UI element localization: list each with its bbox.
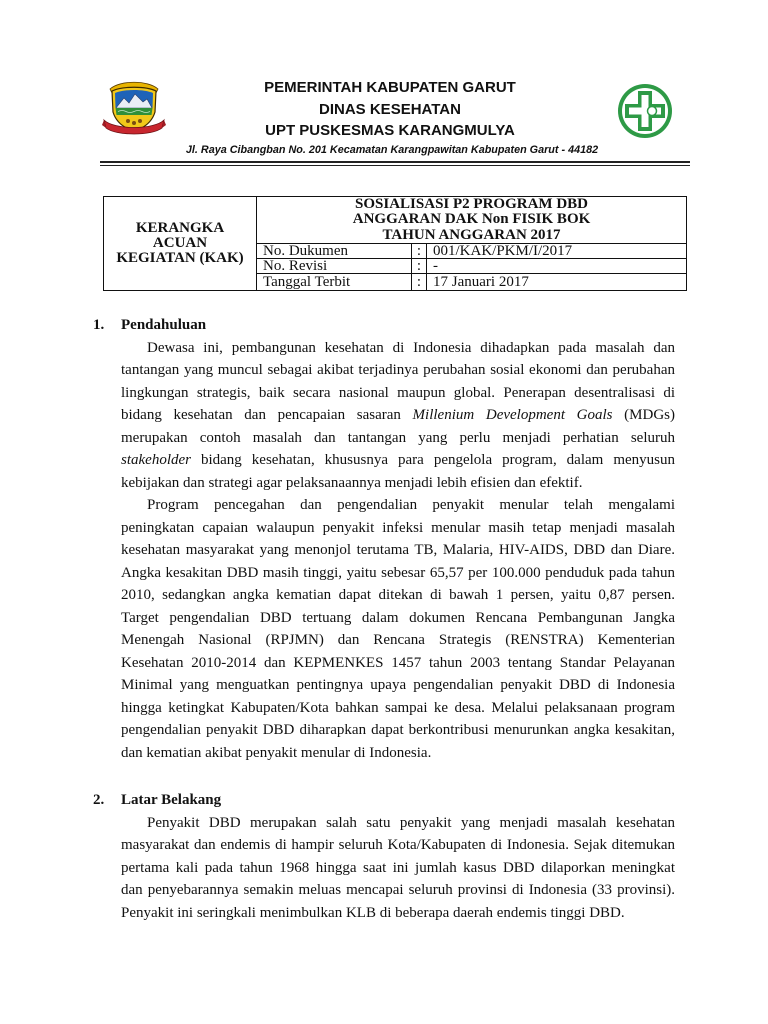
paragraph-line: Penyakit ini seringkali menimbulkan KLB di beberapa daerah endemis tinggi DBD. xyxy=(121,904,625,921)
document-type-line: KERANGKA xyxy=(135,219,225,236)
section-number: 2. xyxy=(93,792,105,808)
paragraph-line xyxy=(121,449,675,472)
government-name: PEMERINTAH KABUPATEN GARUT xyxy=(264,79,516,96)
document-type-cell xyxy=(104,197,257,291)
paragraph-line: dan kematian akibat penyakit menular di Indonesia. xyxy=(121,744,432,761)
paragraph-line: kebijakan dan strategi agar pelaksanaannya menjadi lebih efisien dan efektif. xyxy=(121,474,583,491)
section-pendahuluan xyxy=(90,314,690,764)
text-run: bidang kesehatan, khususnya para pengelola program, dalam menyusun xyxy=(190,452,675,468)
section-title: Pendahuluan xyxy=(121,317,207,333)
paragraph-line: pertama kali pada tahun 1968 hingga saat ini jumlah kasus DBD dilaporkan meningkat xyxy=(121,859,675,876)
section-number: 1. xyxy=(93,317,105,333)
department-name: DINAS KESEHATAN xyxy=(319,101,461,118)
document-number-value: 001/KAK/PKM/I/2017 xyxy=(427,243,687,258)
paragraph-line: pengendalian penyakit DBD diharapkan dapat berkontribusi menurunkan angka kesakitan, xyxy=(121,722,675,738)
paragraph-line: Minimal yang menguatkan pentingnya upaya pengendalian penyakit DBD di Indonesia xyxy=(121,677,675,693)
document-type-line: KEGIATAN (KAK) xyxy=(116,249,244,266)
paragraph-line: Menengah Nasional (RPJMN) dan Rencana Strategis (RENSTRA) Kementerian xyxy=(121,632,675,648)
separator: : xyxy=(412,243,427,258)
paragraph-line: Target pengendalian DBD tertuang dalam dokumen Rencana Pembangunan Jangka xyxy=(121,609,675,626)
paragraph-line: Dewasa ini, pembangunan kesehatan di Indonesia dihadapkan pada masalah dan xyxy=(147,339,675,356)
activity-title-line: TAHUN ANGGARAN 2017 xyxy=(382,226,561,243)
paragraph xyxy=(121,337,675,495)
revision-label: No. Revisi xyxy=(257,258,412,273)
paragraph-line: dan penyebarannya semakin meluas mencapai seluruh provinsi di Indonesia (33 provinsi). xyxy=(121,882,675,898)
paragraph-line: 2010, sedangkan angka kematian dapat ditekan di bawah 1 persen, yaitu 0,87 persen. xyxy=(121,587,675,603)
paragraph-line: Angka kesakitan DBD masih tinggi, yaitu sebesar 65,57 per 100.000 penduduk pada tahun xyxy=(121,564,675,581)
paragraph xyxy=(121,812,675,925)
section-heading xyxy=(90,314,690,337)
letterhead-rule-thick xyxy=(100,161,690,163)
issue-date-label: Tanggal Terbit xyxy=(257,273,412,290)
paragraph-line: tantangan yang muncul sebagai akibat terjadinya perubahan sosial ekonomi dan perubahan xyxy=(121,362,675,378)
logo-emblem xyxy=(648,107,657,116)
activity-title-line: ANGGARAN DAK Non FISIK BOK xyxy=(352,211,591,228)
letterhead-rule-thin xyxy=(100,165,690,166)
section-latar-belakang xyxy=(90,789,690,924)
section-heading xyxy=(90,789,690,812)
paragraph-line: masyarakat dan endemis di hampir seluruh Kota/Kabupaten di Indonesia. Sejak ditemukan xyxy=(121,837,675,853)
paragraph-line xyxy=(121,404,675,427)
paragraph-line: hingga ketingkat Kabupaten/Kota bahkan sampai ke desa. Melalui pelaksanaan program xyxy=(121,699,675,716)
italic-term: Millenium Development Goals xyxy=(412,407,613,423)
paragraph-line: kesehatan masyarakat yang menonjol terutama TB, Malaria, HIV-AIDS, DBD dan Diare. xyxy=(121,542,675,558)
text-run: (MDGs) xyxy=(612,407,675,423)
health-center-name: UPT PUSKESMAS KARANGMULYA xyxy=(265,122,515,139)
section-title: Latar Belakang xyxy=(121,792,222,808)
separator: : xyxy=(412,258,427,273)
italic-term: stakeholder xyxy=(121,452,191,468)
document-control-table xyxy=(103,196,687,291)
paragraph-line: peningkatan capaian walaupun penyakit infeksi menular masih tetap menjadi masalah xyxy=(121,519,675,536)
paragraph-line: Penyakit DBD merupakan salah satu penyakit yang menjadi masalah kesehatan xyxy=(147,814,675,831)
document-number-label: No. Dukumen xyxy=(257,243,412,258)
activity-title-cell xyxy=(257,197,687,244)
paragraph-line: merupakan contoh masalah dan tantangan yang perlu menjadi perhatian seluruh xyxy=(121,429,675,446)
text-run: bidang kesehatan dan pencapaian sasaran xyxy=(121,407,413,423)
activity-title-line: SOSIALISASI P2 PROGRAM DBD xyxy=(355,196,588,212)
paragraph-line: lingkungan strategis, baik secara nasional maupun global. Penerapan desentralisasi di xyxy=(121,384,675,401)
separator: : xyxy=(412,273,427,290)
puskesmas-logo-graphic xyxy=(616,82,674,140)
table-row-title xyxy=(104,197,687,244)
revision-value: - xyxy=(427,258,687,273)
paragraph-line: Program pencegahan dan pengendalian penyakit menular telah mengalami xyxy=(147,497,675,513)
paragraph xyxy=(121,494,675,764)
puskesmas-logo-icon xyxy=(616,82,674,140)
document-type-line: ACUAN xyxy=(152,234,208,251)
issue-date-value: 17 Januari 2017 xyxy=(427,273,687,290)
address-line: Jl. Raya Cibangban No. 201 Kecamatan Karangpawitan Kabupaten Garut - 44182 xyxy=(185,144,599,156)
paragraph-line: Kesehatan 2010-2014 dan KEPMENKES 1457 tahun 2003 tentang Standar Pelayanan xyxy=(121,654,675,671)
